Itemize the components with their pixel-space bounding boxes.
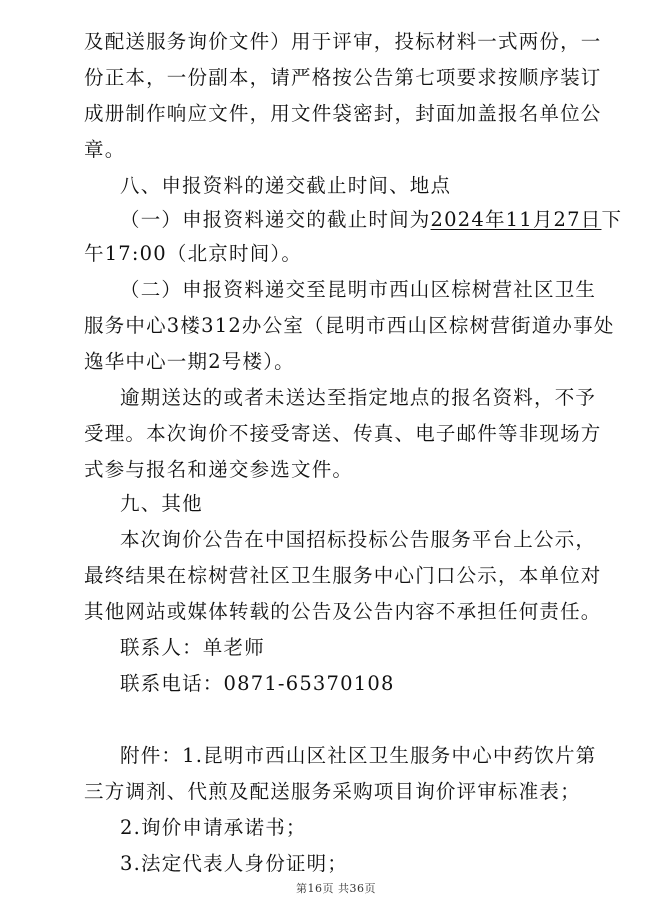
attachment-item: 3.法定代表人身份证明； (120, 852, 349, 875)
body-text-line: 最终结果在棕树营社区卫生服务中心门口公示，本单位对 (84, 564, 602, 587)
body-text-line: 份正本，一份副本，请严格按公告第七项要求按顺序装订 (84, 66, 602, 89)
section-heading-8: 八、申报资料的递交截止时间、地点 (120, 174, 452, 197)
body-text-line: 成册制作响应文件，用文件袋密封，封面加盖报名单位公 (84, 102, 602, 125)
deadline-prefix: （一）申报资料递交的截止时间为 (120, 208, 431, 231)
attachment-line: 附件：1.昆明市西山区社区卫生服务中心中药饮片第 (120, 744, 597, 767)
body-text-line: （二）申报资料递交至昆明市西山区棕树营社区卫生 (120, 278, 597, 301)
body-text-line: 逸华中心一期2号楼）。 (84, 350, 295, 373)
attachment-item: 2.询价申请承诺书； (120, 816, 307, 839)
body-text-line: 逾期送达的或者未送达至指定地点的报名资料，不予 (120, 386, 597, 409)
deadline-line (120, 208, 622, 232)
contact-person: 联系人：单老师 (120, 636, 265, 659)
page-number: 第16页 共36页 (296, 882, 376, 895)
body-text-line: 章。 (84, 138, 126, 161)
body-text-line: 及配送服务询价文件）用于评审，投标材料一式两份，一 (84, 30, 602, 53)
deadline-suffix: 下 (601, 208, 623, 231)
body-text-line: 式参与报名和递交参选文件。 (84, 458, 354, 481)
section-heading-9: 九、其他 (120, 492, 203, 515)
deadline-date: 2024年11月27日 (430, 208, 602, 231)
contact-phone: 联系电话：0871-65370108 (120, 672, 395, 695)
attachment-line: 三方调剂、代煎及配送服务采购项目询价评审标准表； (84, 780, 581, 803)
body-text-line: 本次询价公告在中国招标投标公告服务平台上公示， (120, 528, 597, 551)
body-text-line: 服务中心3楼312办公室（昆明市西山区棕树营街道办事处 (84, 314, 615, 337)
body-text-line: 受理。本次询价不接受寄送、传真、电子邮件等非现场方 (84, 422, 602, 445)
body-text-line: 午17:00（北京时间）。 (84, 242, 303, 265)
body-text-line: 其他网站或媒体转载的公告及公告内容不承担任何责任。 (84, 600, 602, 623)
